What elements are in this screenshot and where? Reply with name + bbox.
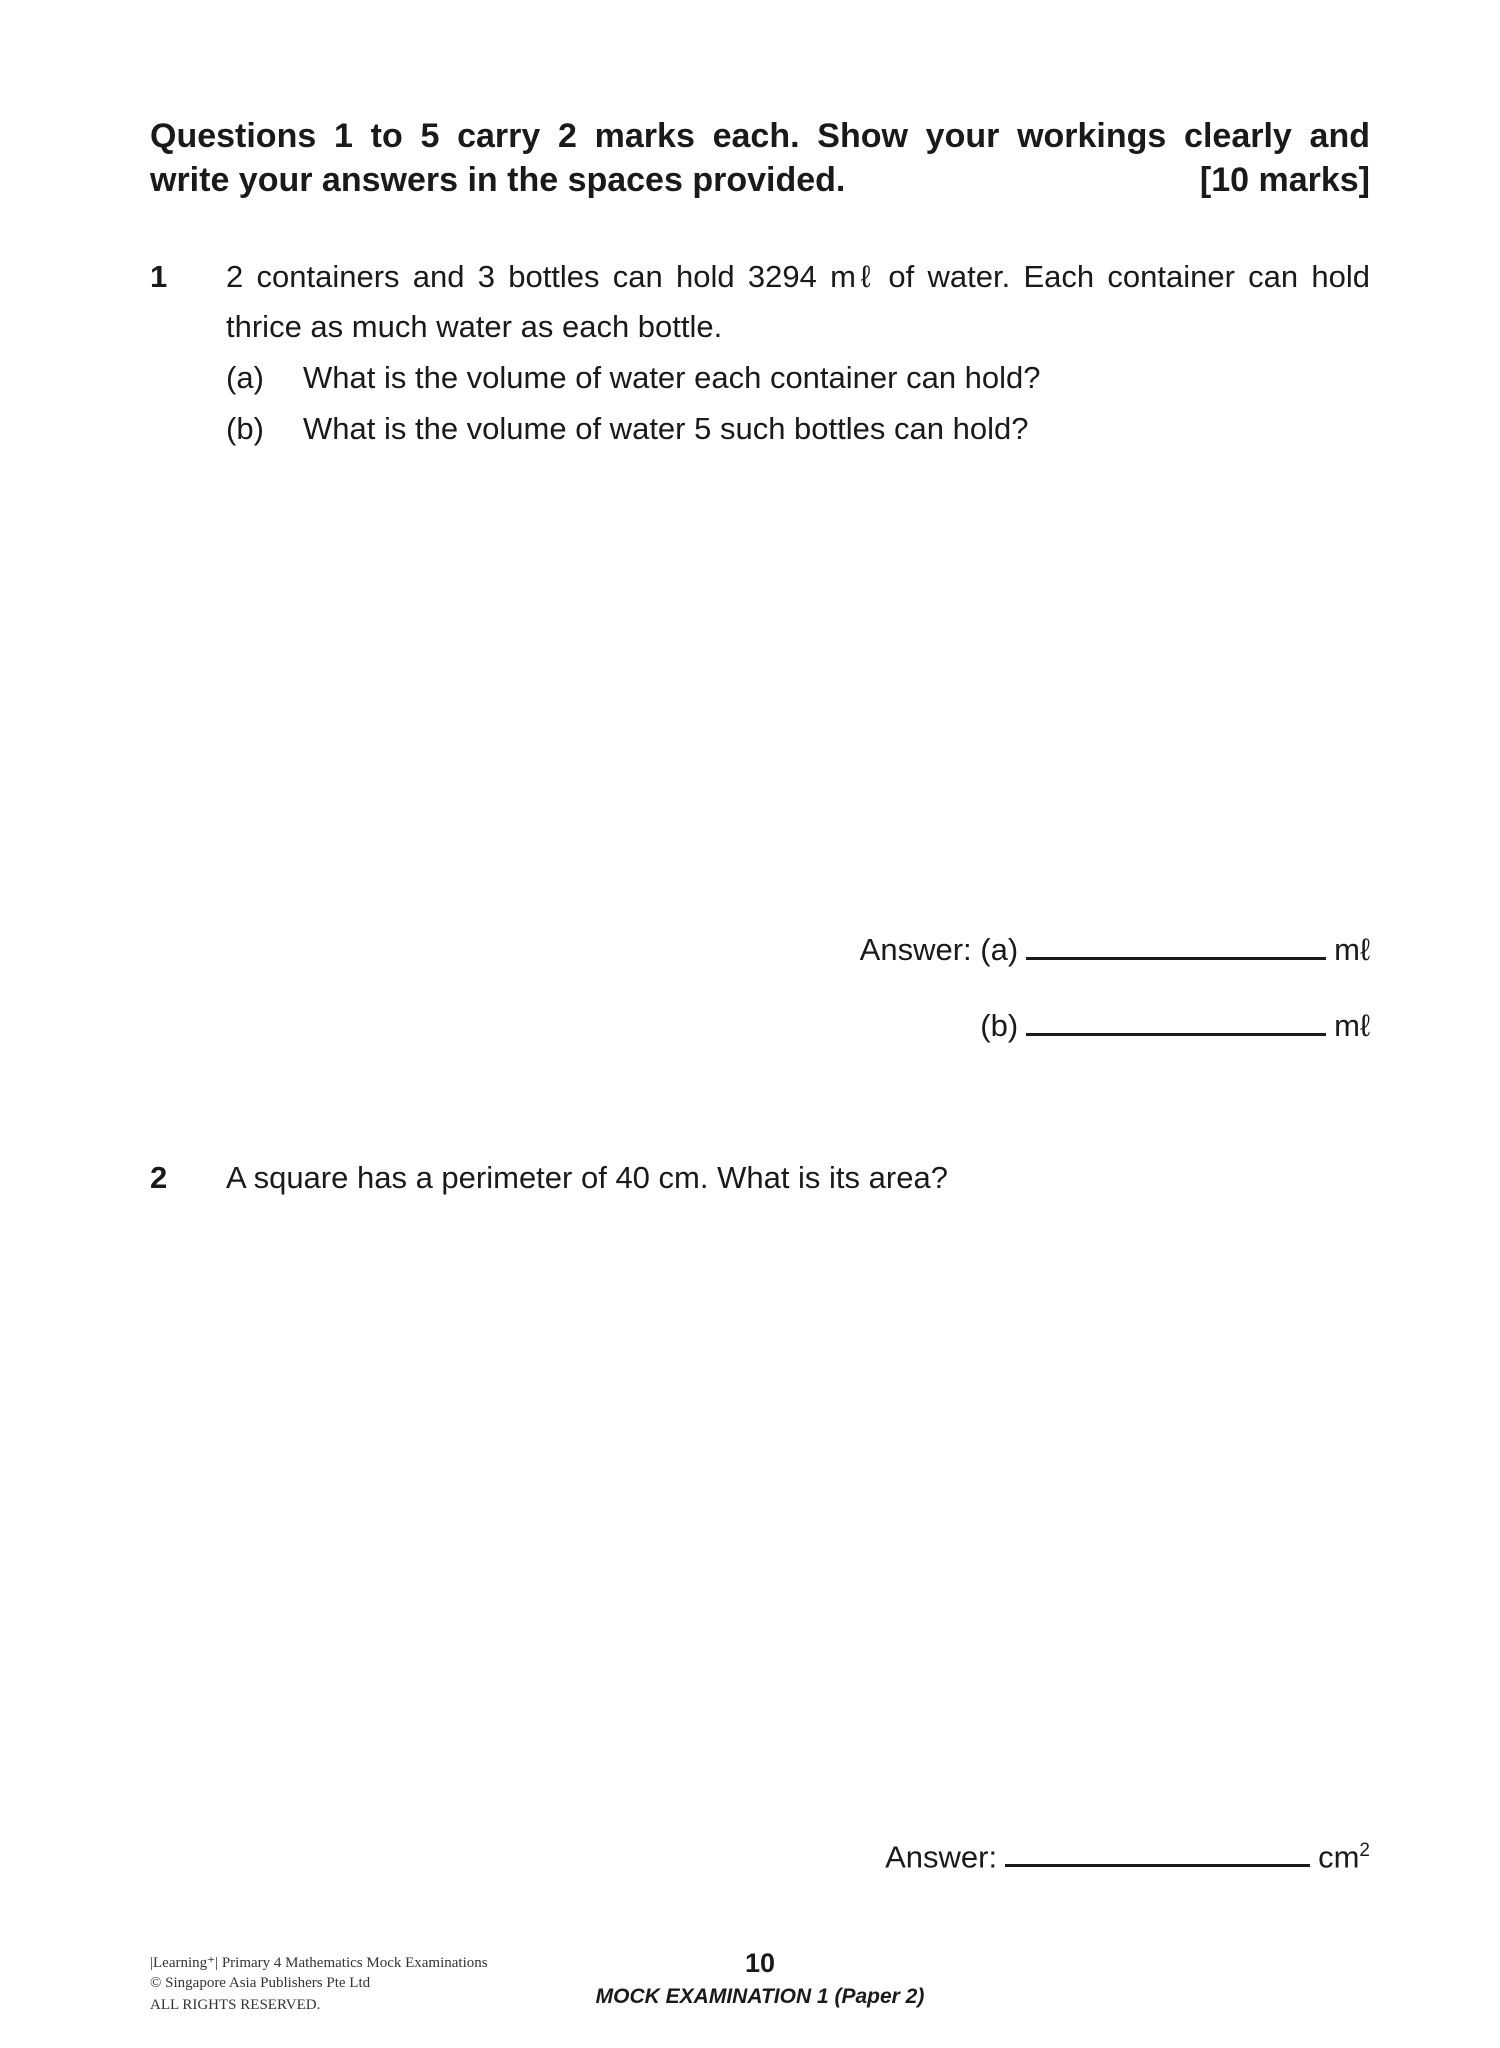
footer-publisher-line-3: ALL RIGHTS RESERVED.	[150, 1997, 321, 2013]
answer-2-unit: cm	[1318, 1839, 1360, 1875]
question-1b-text: What is the volume of water 5 such bottles can hold?	[303, 411, 1029, 446]
instructions-line-1: Questions 1 to 5 carry 2 marks each. Show your workings clearly and	[150, 117, 1370, 155]
answer-2-blank[interactable]	[1005, 1864, 1310, 1867]
answer-1b-row	[980, 1006, 1370, 1046]
question-2-number: 2	[150, 1160, 168, 1195]
instructions-line-2: write your answers in the spaces provided.	[150, 161, 846, 199]
footer-publisher-line-1: |Learning⁺| Primary 4 Mathematics Mock Examinations	[150, 1955, 488, 1971]
footer-publisher-line-2: © Singapore Asia Publishers Pte Ltd	[150, 1975, 371, 1991]
answer-1a-label: (a)	[980, 932, 1019, 967]
question-2-text: A square has a perimeter of 40 cm. What is its area?	[226, 1160, 948, 1195]
total-marks: [10 marks]	[1199, 161, 1370, 199]
answer-1b-label: (b)	[980, 1008, 1019, 1043]
exam-title: MOCK EXAMINATION 1 (Paper 2)	[595, 1985, 925, 2008]
question-1a-text: What is the volume of water each container can hold?	[303, 360, 1041, 395]
answer-1a-blank[interactable]	[1026, 957, 1326, 960]
answer-label: Answer:	[859, 932, 972, 967]
question-1-text-line-2: thrice as much water as each bottle.	[226, 309, 723, 344]
answer-2-row	[885, 1831, 1370, 1877]
question-1-number: 1	[150, 259, 168, 294]
answer-1b-unit: mℓ	[1334, 1008, 1370, 1043]
question-1a-label: (a)	[226, 360, 264, 395]
question-1-text-line-1: 2 containers and 3 bottles can hold 3294 mℓ of water. Each container can hold	[226, 259, 1370, 294]
page-number: 10	[744, 1948, 776, 1978]
answer-1a-unit: mℓ	[1334, 932, 1370, 967]
answer-1a-row	[860, 930, 1370, 970]
answer-1b-blank[interactable]	[1026, 1033, 1326, 1036]
question-1b-label: (b)	[226, 411, 264, 446]
answer-label: Answer:	[885, 1839, 998, 1875]
answer-2-unit-exponent: 2	[1359, 1840, 1370, 1861]
